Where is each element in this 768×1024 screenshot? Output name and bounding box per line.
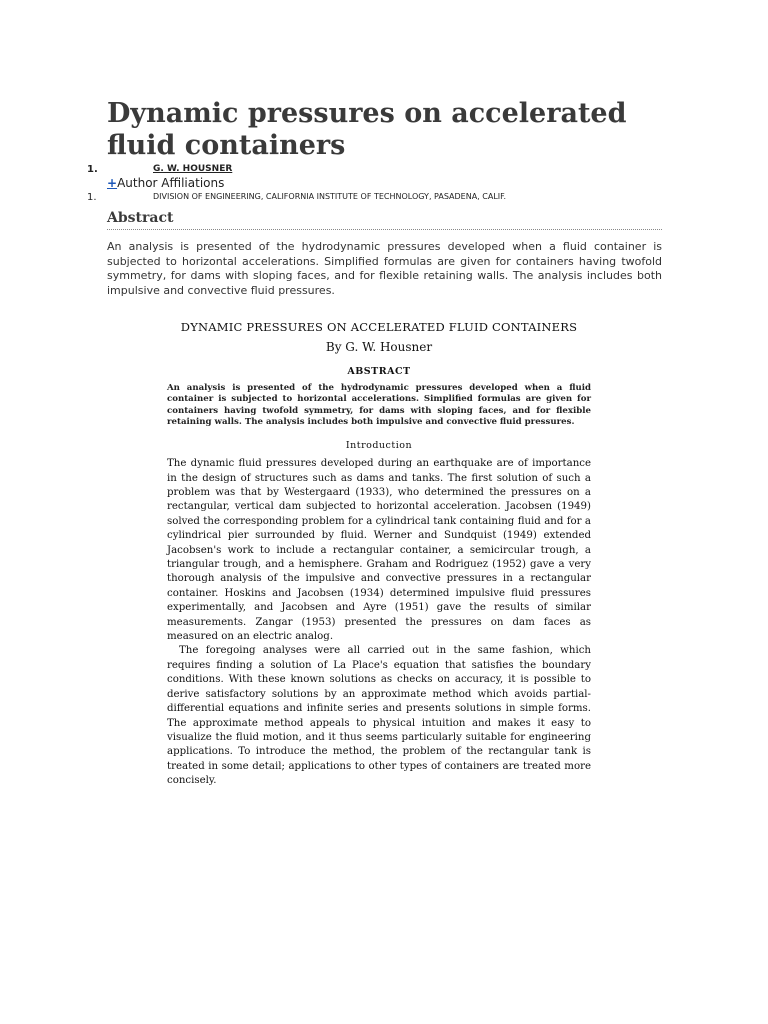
scan-abstract-text: An analysis is presented of the hydrodynamic pressures developed when a fluid container is subjected to horizontal accelerations. Simplified formulas are given for containers having twofold symmetry, for dams with sloping faces, and for flexible retaining walls. The analysis includes both impulsive and convective fluid pressures. (167, 383, 591, 427)
scan-byline: By G. W. Housner (325, 340, 433, 354)
first-page-scan (107, 310, 662, 787)
scan-intro-paragraph-1: The dynamic fluid pressures developed during an earthquake are of importance in the design of structures such as dams and tanks. The first solution of such a problem was that by Westergaard (1933), who determined the pressures on a rectangular, vertical dam subjected to horizontal acceleration. Jacobsen (1949) solved the corresponding problem for a cylindrical tank containing fluid and for a cylindrical pier surrounded by fluid. Werner and Sundquist (1949) extended Jacobsen's work to include a rectangular container, a semicircular trough, a triangular trough, and a hemisphere. Graham and Rodriguez (1952) gave a very thorough analysis of the impulsive and convective pressures in a rectangular container. Hoskins and Jacobsen (1934) determined impulsive fluid pressures experimentally, and Jacobsen and Ayre (1951) gave the results of similar measurements. Zangar (1953) presented the pressures on dam faces as measured on an electric analog. (167, 458, 591, 643)
abstract-heading: Abstract (107, 210, 662, 230)
scan-content (167, 320, 591, 789)
scan-introduction-heading: Introduction (345, 440, 413, 452)
affiliations-toggle[interactable] (107, 176, 224, 190)
scan-title: DYNAMIC PRESSURES ON ACCELERATED FLUID CONTAINERS (180, 320, 578, 334)
article-title: Dynamic pressures on accelerated fluid containers (107, 98, 627, 161)
affiliation-text: DIVISION OF ENGINEERING, CALIFORNIA INSTITUTE OF TECHNOLOGY, PASADENA, CALIF. (153, 192, 507, 201)
author-list-number: 1. (87, 164, 98, 175)
scan-abstract-heading: ABSTRACT (347, 366, 411, 377)
abstract-text: An analysis is presented of the hydrodynamic pressures developed when a fluid container is subjected to horizontal accelerations. Simplified formulas are given for containers having twofold symmetry, for dams with sloping faces, and for flexible retaining walls. The analysis includes both impulsive and convective fluid pressures. (107, 240, 662, 297)
affiliations-label: Author Affiliations (117, 176, 225, 190)
affiliation-list-number: 1. (87, 192, 97, 203)
expand-plus-icon[interactable]: + (107, 176, 118, 190)
author-link[interactable]: G. W. HOUSNER (153, 164, 233, 174)
scan-intro-paragraph-2: The foregoing analyses were all carried out in the same fashion, which requires finding a solution of La Place's equation that satisfies the boundary conditions. With these known solutions as checks on accuracy, it is possible to derive satisfactory solutions by an approximate method which avoids partial-differential equations and infinite series and presents solutions in simple forms. The approximate method appeals to physical intuition and makes it easy to visualize the fluid motion, and it thus seems particularly suitable for engineering applications. To introduce the method, the problem of the rectangular tank is treated in some detail; applications to other types of containers are treated more concisely. (167, 645, 591, 787)
